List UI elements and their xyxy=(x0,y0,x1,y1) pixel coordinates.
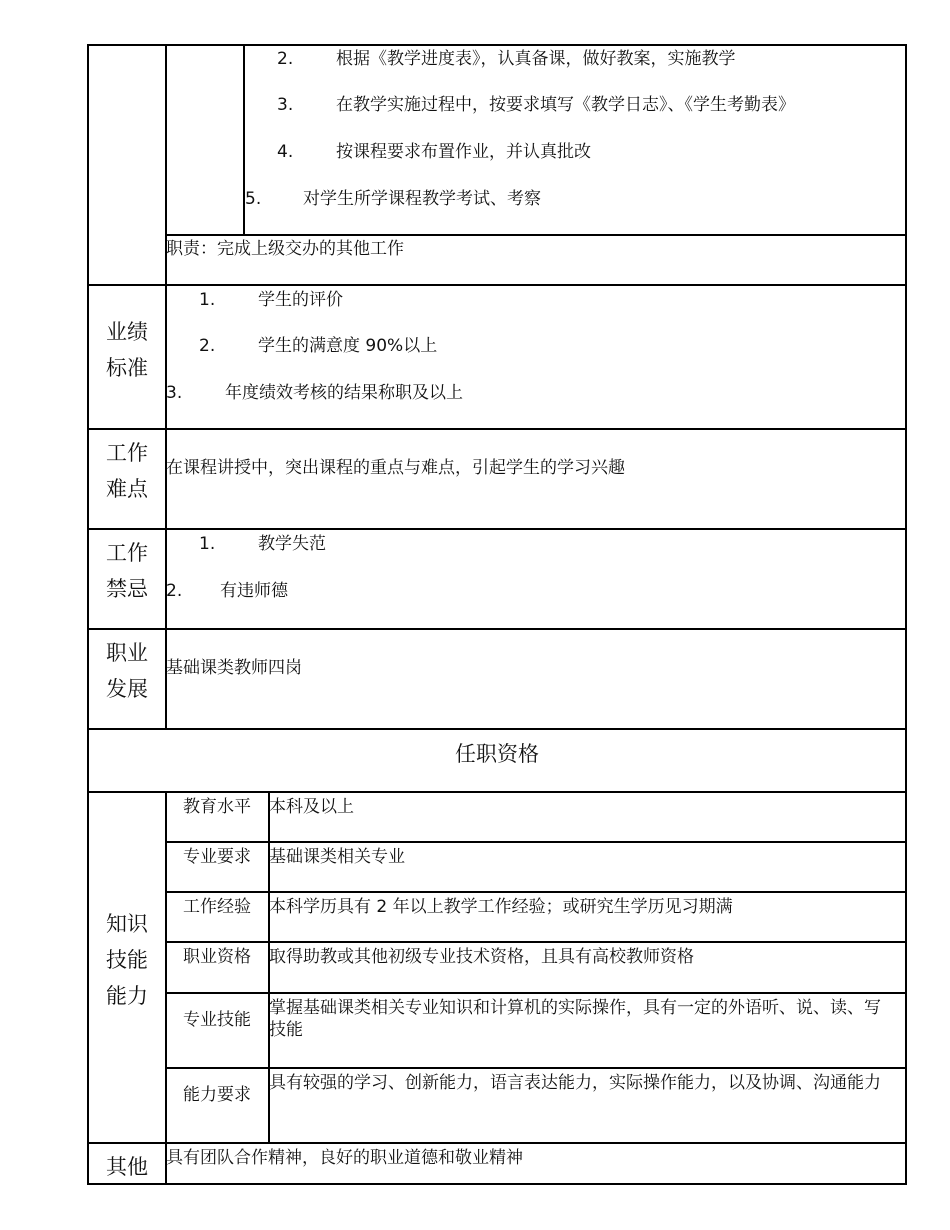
qualification-label-line: 能力 xyxy=(106,984,148,1008)
qualification-value: 本科及以上 xyxy=(269,797,354,817)
difficulty-label-line: 工作 xyxy=(106,441,148,465)
performance-item-number: 2. xyxy=(199,336,216,356)
table-border-bottom xyxy=(87,1183,907,1185)
taboo-item-text: 有违师德 xyxy=(220,581,288,601)
difficulty-label xyxy=(89,435,165,507)
duty-item-text: 根据《教学进度表》，认真备课，做好教案，实施教学 xyxy=(336,49,736,69)
qualification-key: 教育水平 xyxy=(183,797,251,817)
table-border-top xyxy=(87,44,907,46)
qualification-label-line: 知识 xyxy=(106,912,148,936)
career-label xyxy=(89,635,165,707)
qualification-key: 专业技能 xyxy=(183,1010,251,1030)
duty-item-text: 对学生所学课程教学考试、考察 xyxy=(303,189,541,209)
performance-label xyxy=(89,314,165,386)
section-separator xyxy=(87,1142,907,1144)
section-separator xyxy=(87,528,907,530)
performance-item-number: 1. xyxy=(199,290,216,310)
qualification-value: 具有较强的学习、创新能力，语言表达能力，实际操作能力，以及协调、沟通能力 xyxy=(269,1073,881,1093)
difficulty-label-line: 难点 xyxy=(106,477,148,501)
taboo-item-number: 2. xyxy=(166,581,183,601)
duty-item-number: 2. xyxy=(277,49,294,69)
duty-item-text: 在教学实施过程中，按要求填写《教学日志》、《学生考勤表》 xyxy=(336,95,795,115)
performance-item-text: 年度绩效考核的结果称职及以上 xyxy=(225,383,463,403)
career-label-line: 发展 xyxy=(106,677,148,701)
taboo-item-number: 1. xyxy=(199,534,216,554)
other-label: 其他 xyxy=(106,1155,148,1179)
qualification-row-separator xyxy=(165,891,907,893)
qualification-row-separator xyxy=(165,992,907,994)
career-label-line: 职业 xyxy=(106,641,148,665)
qualification-label xyxy=(89,906,165,1014)
difficulty-text: 在课程讲授中，突出课程的重点与难点，引起学生的学习兴趣 xyxy=(166,458,625,478)
qualification-row-separator xyxy=(165,1067,907,1069)
qualification-value: 掌握基础课类相关专业知识和计算机的实际操作，具有一定的外语听、说、读、写技能 xyxy=(269,998,881,1040)
qualification-row-separator xyxy=(165,941,907,943)
taboo-label-line: 禁忌 xyxy=(106,577,148,601)
performance-item-text: 学生的满意度 90%以上 xyxy=(258,336,438,356)
section-separator xyxy=(87,428,907,430)
qualification-row-separator xyxy=(165,841,907,843)
qualification-key: 工作经验 xyxy=(183,897,251,917)
section-separator xyxy=(87,791,907,793)
qualification-value: 基础课类相关专业 xyxy=(269,847,405,867)
qualification-value: 本科学历具有 2 年以上教学工作经验；或研究生学历见习期满 xyxy=(269,897,733,917)
duty-item-number: 4. xyxy=(277,142,294,162)
other-text: 具有团队合作精神，良好的职业道德和敬业精神 xyxy=(166,1148,523,1168)
duty-item-number: 3. xyxy=(277,95,294,115)
performance-label-line: 标准 xyxy=(106,356,148,380)
taboo-label-line: 工作 xyxy=(106,541,148,565)
qualification-title: 任职资格 xyxy=(455,742,539,766)
duty-other-text: 职责：完成上级交办的其他工作 xyxy=(166,239,404,259)
table-border-right xyxy=(905,44,907,1185)
performance-item-number: 3. xyxy=(166,383,183,403)
section-separator xyxy=(87,284,907,286)
qualification-label-line: 技能 xyxy=(106,948,148,972)
duty-item-text: 按课程要求布置作业，并认真批改 xyxy=(336,142,591,162)
performance-label-line: 业绩 xyxy=(106,320,148,344)
section-separator xyxy=(87,728,907,730)
career-text: 基础课类教师四岗 xyxy=(166,658,302,678)
qualification-key: 职业资格 xyxy=(183,947,251,967)
qualification-key: 能力要求 xyxy=(183,1085,251,1105)
duty-other-separator xyxy=(165,234,907,236)
qualification-key: 专业要求 xyxy=(183,847,251,867)
taboo-label xyxy=(89,535,165,607)
taboo-item-text: 教学失范 xyxy=(258,534,326,554)
duty-item-number: 5. xyxy=(245,189,262,209)
section-separator xyxy=(87,628,907,630)
performance-item-text: 学生的评价 xyxy=(258,290,343,310)
qualification-value: 取得助教或其他初级专业技术资格，且具有高校教师资格 xyxy=(269,947,694,967)
